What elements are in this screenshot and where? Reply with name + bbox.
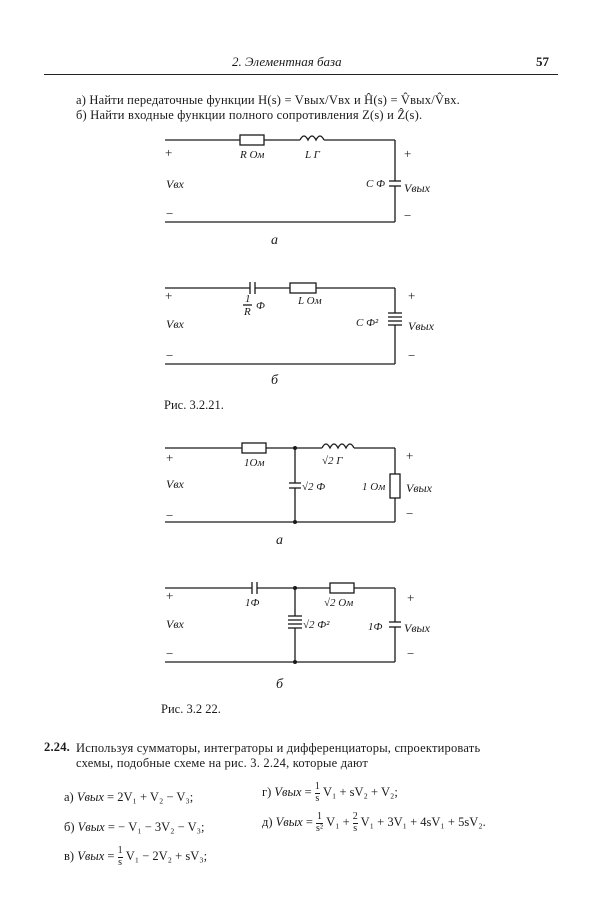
plus-in: + [165,288,173,303]
inductor-block-symbol [290,283,316,293]
l-label: √2 Г [322,455,343,467]
task-line-a: а) Найти передаточные функции H(s) = Vвых/Vвх и Ĥ(s) = V̂вых/V̂вх. [76,93,461,107]
figure-caption: Рис. 3.2 22. [161,702,221,716]
plus-out: + [408,288,416,303]
num: 1 [117,845,123,856]
task-line-b: б) Найти входные функции полного сопротивления Z(s) и Ẑ(s). [76,108,423,122]
r-label: R Ом [240,149,265,161]
subfig-label: а [276,533,283,548]
plus-out: + [404,146,412,161]
eq-lhs: Vвых [77,820,105,834]
eq-lhs: Vвых [76,790,104,804]
eq-pre: = [304,784,312,799]
eq-label: б) [64,820,75,834]
r2-label: 1 Ом [362,481,386,493]
vout-label: Vвых [404,181,430,195]
minus-in: − [166,348,174,363]
eq-label: г) [262,784,272,799]
resistor-symbol [242,443,266,453]
eq-label: в) [64,848,75,863]
plus-in: + [166,588,174,603]
vout-label: Vвых [406,481,432,495]
eq-label: д) [262,814,273,829]
c-label: C Ф [366,178,385,190]
minus-out: − [404,208,412,223]
vin-label: Vвх [166,617,184,631]
eq-pre: = [107,848,115,863]
minus-out: − [407,646,415,661]
plus-out: + [406,448,414,463]
eq-lhs: Vвых [275,814,303,829]
junction-dot [293,660,297,664]
r-label: 1Ом [244,457,265,469]
junction-dot [293,446,297,450]
minus-in: − [166,646,174,661]
subfig-label: а [271,233,278,248]
page-number: 57 [536,54,549,69]
den: s² [316,822,323,834]
equation-g [262,782,398,804]
inductor-symbol [322,444,354,448]
equation-b [64,820,204,835]
subfig-label: б [271,373,279,388]
c-mid-label: √2 Ф² [303,619,330,631]
fraction [353,812,358,834]
minus-out: − [406,506,414,521]
circuit-3-2-22-b [165,582,431,692]
eq-lhs: Vвых [274,784,302,799]
minus-out: − [408,348,416,363]
problem-line-2: схемы, подобные схеме на рис. 3. 2.24, которые дают [76,756,369,770]
l-label: L Ом [298,295,322,307]
c-label: C Ф² [356,317,379,329]
problem-number: 2.24. [44,740,70,754]
eq-rhs: = − V₁ − 3V₂ − V₃; [107,820,205,834]
circuit-3-2-21-a [165,135,431,248]
minus-in: − [166,206,174,221]
c1-den: R [244,306,251,318]
circuit-3-2-22-a [165,443,433,548]
junction-dot [293,586,297,590]
resistor-symbol [330,583,354,593]
c-label: √2 Ф [302,481,326,493]
c1-unit: Ф [256,300,265,312]
vout-label: Vвых [408,319,434,333]
vin-label: Vвх [166,477,184,491]
equation-d [262,812,486,834]
inductor-symbol [300,136,324,140]
problem-line-1: Используя сумматоры, интеграторы и дифференциаторы, спроектировать [76,741,481,755]
den: s [353,822,358,834]
eq-mid: V₁ + [326,814,350,829]
num: 2 [352,811,358,822]
load-resistor-symbol [390,474,400,498]
den: s [118,856,123,868]
resistor-symbol [240,135,264,145]
eq-lhs: Vвых [77,848,105,863]
num: 1 [316,811,322,822]
plus-out: + [407,590,415,605]
eq-rhs: V₁ + sV₂ + V₂; [322,784,398,799]
eq-rhs: V₁ + 3V₁ + 4sV₁ + 5sV₂. [360,814,486,829]
eq-pre: = [305,814,313,829]
circuit-3-2-21-b [165,282,435,388]
c1-label: 1Ф [245,597,260,609]
num: 1 [314,781,320,792]
fraction [118,846,123,868]
figure-caption: Рис. 3.2.21. [164,398,224,412]
equation-a [64,790,193,805]
l-label: L Г [305,149,320,161]
running-header: 2. Элементная база [232,54,342,69]
c-out-label: 1Ф [368,621,383,633]
vin-label: Vвх [166,177,184,191]
fraction [316,812,323,834]
equation-v [64,846,207,868]
eq-rhs: = 2V₁ + V₂ − V₃; [107,790,194,804]
c1-num: 1 [245,293,251,305]
minus-in: − [166,508,174,523]
r-label: √2 Ом [324,597,354,609]
vout-label: Vвых [404,621,430,635]
eq-rhs: V₁ − 2V₂ + sV₃; [125,848,208,863]
plus-in: + [165,145,173,160]
plus-in: + [166,450,174,465]
subfig-label: б [276,677,284,692]
den: s [315,792,320,804]
junction-dot [293,520,297,524]
eq-label: а) [64,790,74,804]
vin-label: Vвх [166,317,184,331]
fraction [315,782,320,804]
